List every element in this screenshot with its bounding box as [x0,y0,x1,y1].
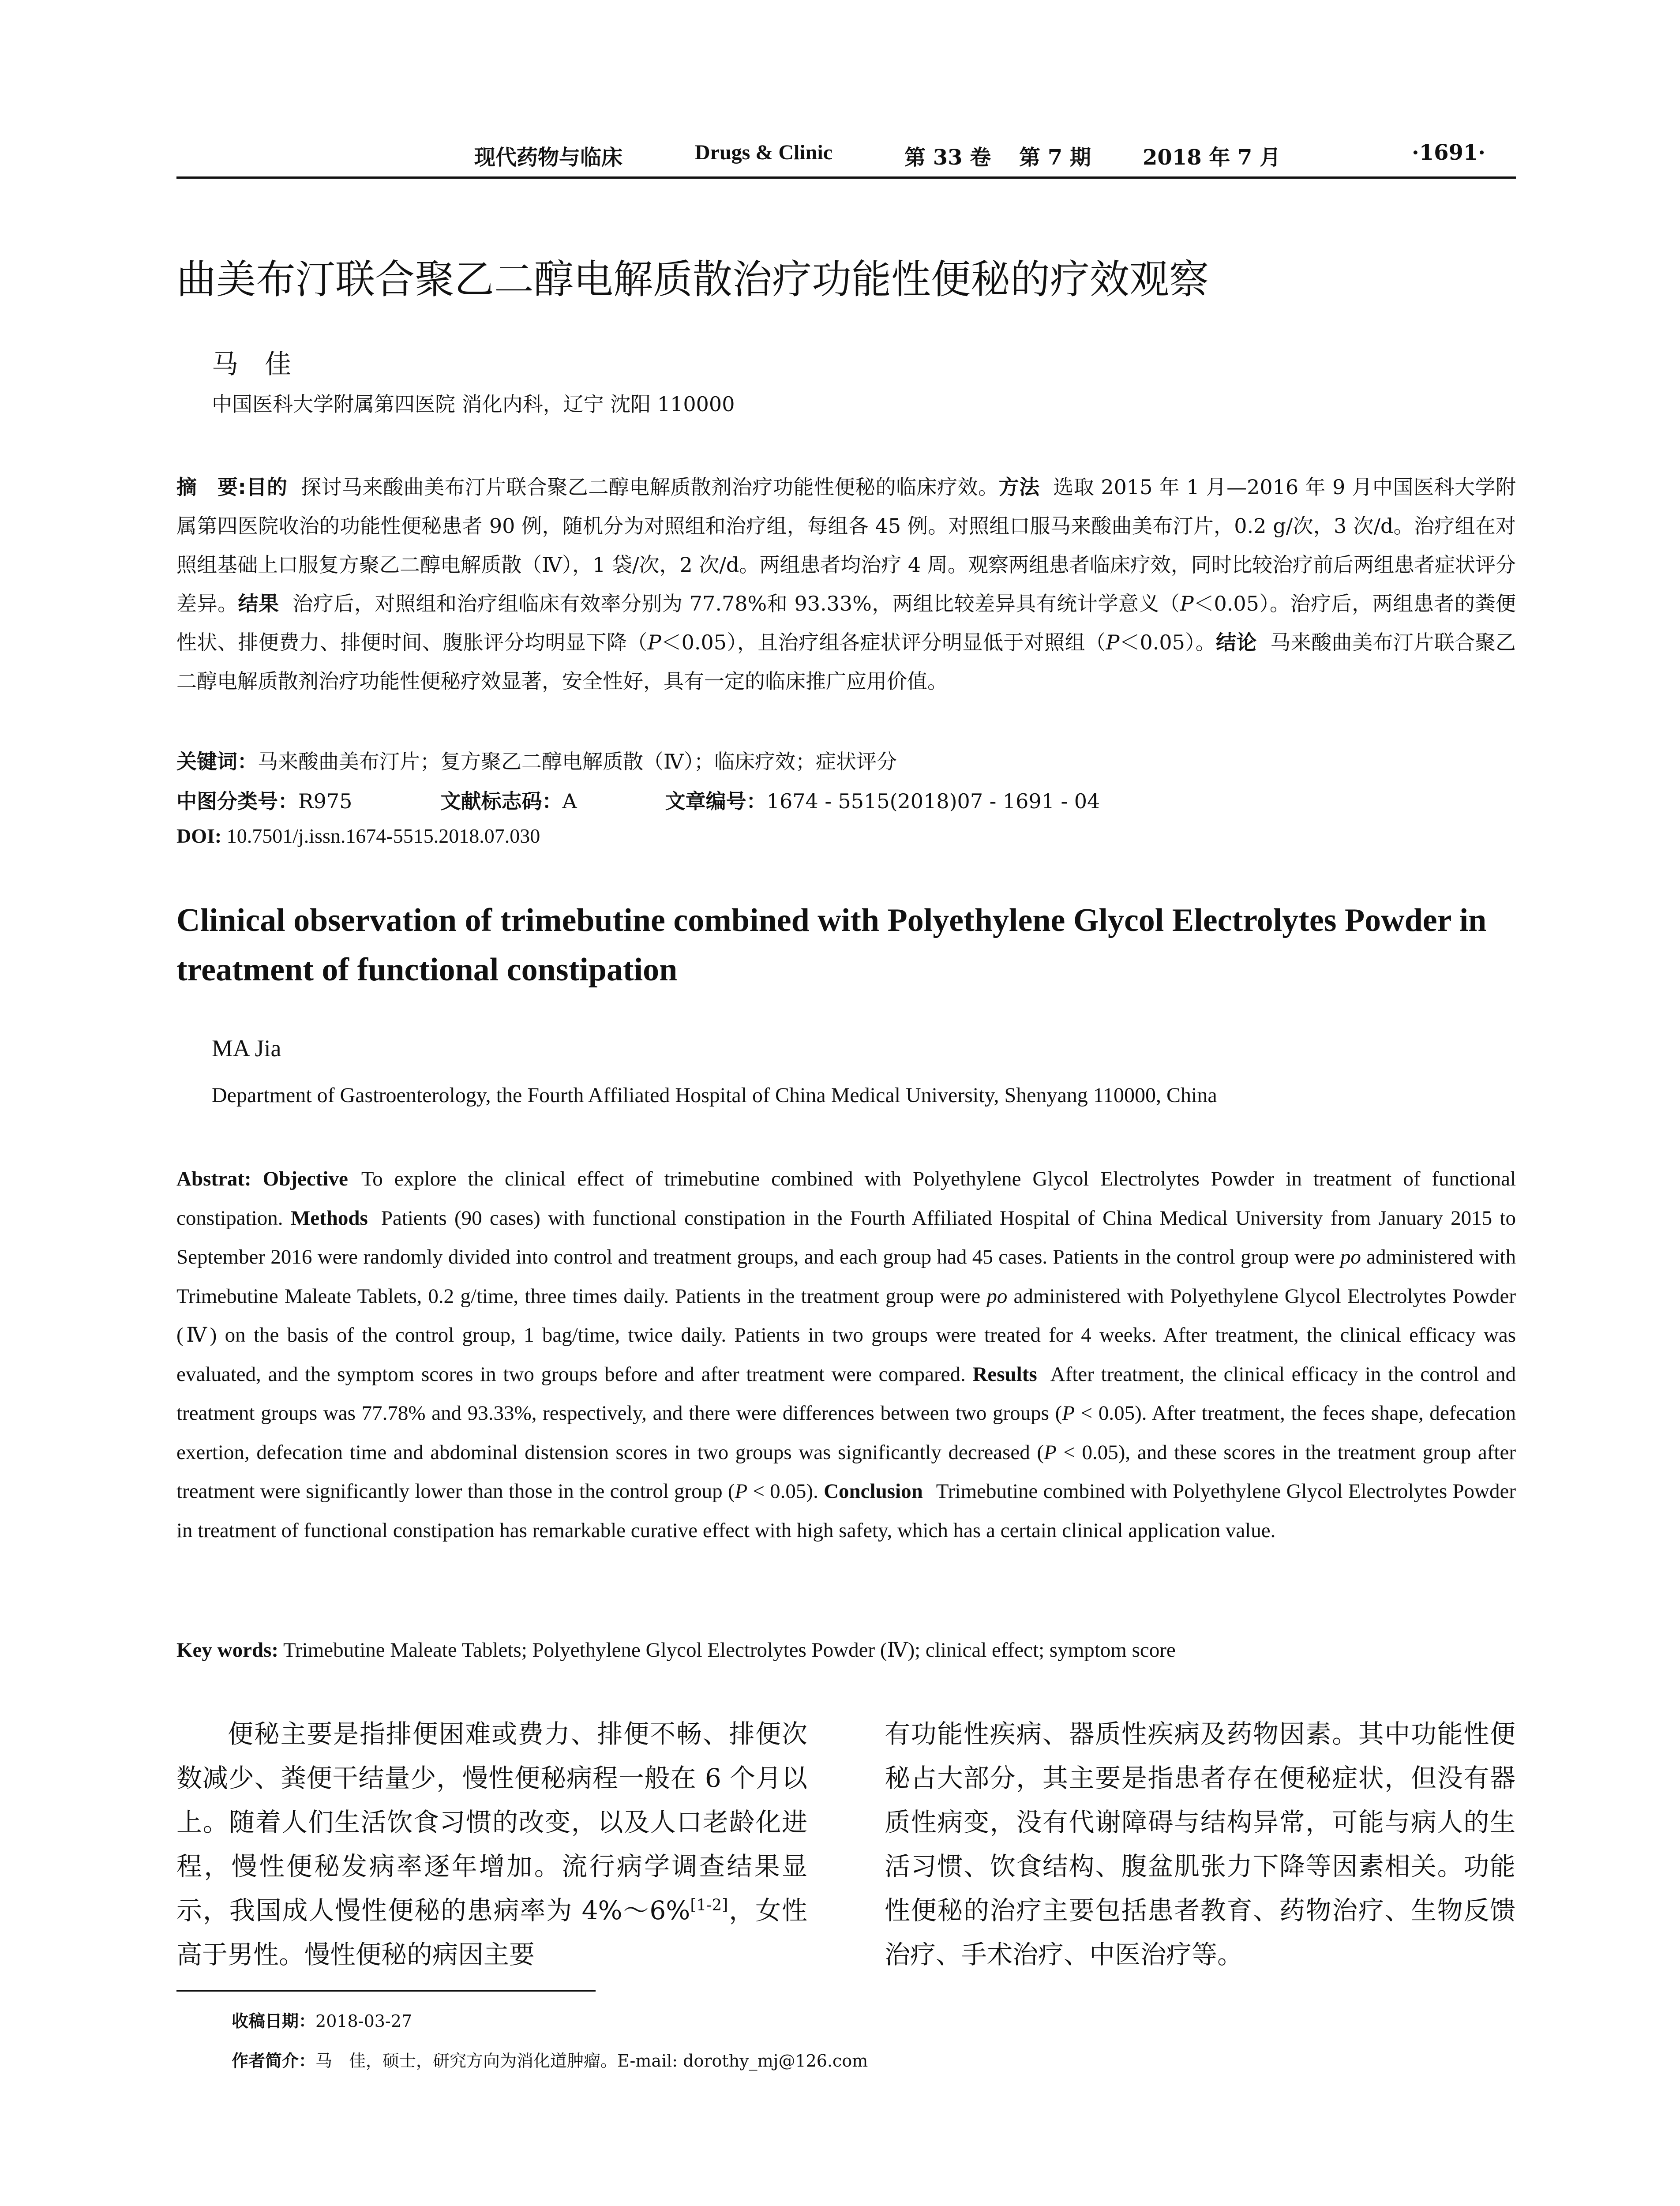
methods-label-cn: 方法 [998,475,1040,499]
results-text-en: After treatment, the clinical efficacy in the control and treatment groups was 77.78% and 93.33%, respectively, and there were differences between two groups ( [176,1362,1516,1425]
chinese-keywords [176,746,897,775]
article-number-value: 1674 - 5515(2018)07 - 1691 - 04 [766,789,1100,813]
p-value-symbol: P [735,1480,748,1503]
p-value-symbol: P [1106,630,1120,654]
doc-code-value: A [562,789,577,813]
body-column-right [885,1712,1515,1977]
p-value-symbol: P [1044,1441,1057,1464]
results-label-cn: 结果 [238,592,279,615]
english-author: MA Jia [212,1035,281,1062]
results-text-en: < 0.05). After treatment, the feces shape, defecation exertion, defecation time and abdominal distension scores in two groups was significantly decreased ( [176,1402,1516,1464]
conclusion-text-en: Trimebutine combined with Polyethylene Glycol Electrolytes Powder in treatment of functional constipation has remarkable curative effect with high safety, which has a certain clinical application value. [176,1480,1516,1542]
p-value-symbol: P [1062,1402,1075,1425]
english-keywords [176,1638,1176,1662]
results-text-cn: ＜0.05）。治疗后，两组患者的粪便性状、排便费力、排便时间、腹胀评分均明显下降（ [176,592,1516,654]
objective-text-cn: 探讨马来酸曲美布汀片联合聚乙二醇电解质散剂治疗功能性便秘的临床疗效。 [300,475,999,499]
article-number-label: 文章编号： [665,789,767,813]
doc-code-label: 文献标志码： [440,789,562,813]
footnote-received [232,2007,412,2032]
methods-text-en: administered with Polyethylene Glycol Electrolytes Powder (Ⅳ) on the basis of the control group, 1 bag/time, twice daily. Patients in two groups were treated for 4 weeks. After treatment, the clinical efficacy was evaluated, and the symptom scores in two groups before and after treatment were compared. [176,1284,1516,1386]
objective-text-en: To explore the clinical effect of trimebutine combined with Polyethylene Glycol Electrolytes Powder in treatment of functional constipation. [176,1167,1516,1230]
body-paragraph: 有功能性疾病、器质性疾病及药物因素。其中功能性便秘占大部分，其主要是指患者存在便秘症状，但没有器质性病变，没有代谢障碍与结构异常，可能与病人的生活习惯、饮食结构、腹盆肌张力下降等因素相关。功能性便秘的治疗主要包括患者教育、药物治疗、生物反馈治疗、手术治疗、中医治疗等。 [885,1719,1515,1970]
results-text-en: < 0.05), and these scores in the treatment group after treatment were significantly lower than those in the control group ( [176,1441,1516,1503]
clc-label: 中图分类号： [176,789,298,813]
methods-label-en: Methods [290,1206,368,1230]
conclusion-label-en: Conclusion [824,1480,923,1503]
results-text-cn: 治疗后，对照组和治疗组临床有效率分别为 77.78%和 93.33%，两组比较差异具有统计学意义（ [292,592,1180,615]
conclusion-label-cn: 结论 [1216,630,1257,654]
body-column-left [176,1712,807,1977]
footnote-rule [176,1990,596,1992]
objective-label-en: Objective [262,1167,348,1190]
results-label-en: Results [972,1362,1037,1386]
chinese-affiliation: 中国医科大学附属第四医院 消化内科，辽宁 沈阳 110000 [212,392,735,416]
doi-label: DOI: [176,825,222,847]
english-title: Clinical observation of trimebutine combined with Polyethylene Glycol Electrolytes Powder in treatment of functional constipation [176,902,1487,988]
received-label: 收稿日期： [232,2011,316,2031]
header-rule [176,176,1516,179]
p-value-symbol: P [1180,592,1194,615]
results-text-cn: ＜0.05）。 [1119,630,1216,654]
bio-label: 作者简介： [232,2051,316,2071]
po-term: po [1340,1246,1361,1268]
keywords-text-cn: 马来酸曲美布汀片；复方聚乙二醇电解质散（Ⅳ）；临床疗效；症状评分 [258,750,897,773]
chinese-author: 马佳 [212,349,318,380]
results-text-en: < 0.05). [747,1480,818,1503]
bio-text: 马 佳，硕士，研究方向为消化道肿瘤。E-mail: dorothy_mj@126.com [315,2051,868,2071]
doi-value: 10.7501/j.issn.1674-5515.2018.07.030 [226,825,540,847]
keywords-label-en: Key words: [176,1639,279,1662]
objective-label-cn: 目的 [246,475,288,499]
clc-value: R975 [298,789,352,813]
keywords-label-cn: 关键词： [176,750,258,773]
header-journal-cn: 现代药物与临床 [474,145,623,170]
abstract-label-en: Abstrat: [176,1167,251,1190]
results-text-cn: ＜0.05），且治疗组各症状评分明显低于对照组（ [661,630,1106,654]
methods-text-en: administered with Trimebutine Maleate Tablets, 0.2 g/time, three times daily. Patients in the treatment group were [176,1246,1516,1308]
header-journal-en: Drugs & Clinic [695,141,832,164]
chinese-title: 曲美布汀联合聚乙二醇电解质散治疗功能性便秘的疗效观察 [176,256,1209,303]
keywords-text-en: Trimebutine Maleate Tablets; Polyethylene Glycol Electrolytes Powder (Ⅳ); clinical effect; symptom score [283,1639,1176,1662]
received-date: 2018-03-27 [315,2011,412,2031]
p-value-symbol: P [647,630,661,654]
body-paragraph: 便秘主要是指排便困难或费力、排便不畅、排便次数减少、粪便干结量少，慢性便秘病程一般在 6 个月以上。随着人们生活饮食习惯的改变，以及人口老龄化进程，慢性便秘发病率逐年增加。流行病学调查结果显示，我国成人慢性便秘的患病率为 4%～6% [176,1719,807,1925]
abstract-label-cn: 摘 要: [176,475,246,499]
doi-line [176,824,540,848]
methods-text-cn: 选取 2015 年 1 月—2016 年 9 月中国医科大学附属第四医院收治的功能性便秘患者 90 例，随机分为对照组和治疗组，每组各 45 例。对照组口服马来酸曲美布汀片，0.2 g/次，3 次/d。治疗组在对照组基础上口服复方聚乙二醇电解质散（Ⅳ），1 袋/次，2 次/d。两组患者均治疗 4 周。观察两组患者临床疗效，同时比较治疗前后两组患者症状评分差异。 [176,475,1516,615]
english-abstract [176,1159,1516,1550]
english-affiliation: Department of Gastroenterology, the Fourth Affiliated Hospital of China Medical University, Shenyang 110000, China [212,1084,1217,1107]
header-page-number: ·1691· [1412,140,1486,165]
header-issue: 第 7 期 [1019,145,1091,170]
header-date: 2018 年 7 月 [1143,145,1281,170]
citation-ref: [1-2] [690,1896,728,1914]
classification-line [176,785,1100,814]
chinese-abstract [176,468,1516,701]
footnote-author-bio [232,2047,868,2071]
header-volume: 第 33 卷 [904,145,991,170]
conclusion-text-cn: 马来酸曲美布汀片联合聚乙二醇电解质散剂治疗功能性便秘疗效显著，安全性好，具有一定的临床推广应用价值。 [176,630,1516,693]
po-term: po [986,1284,1008,1308]
body-paragraph: ，女性高于男性。慢性便秘的病因主要 [176,1895,807,1970]
methods-text-en: Patients (90 cases) with functional constipation in the Fourth Affiliated Hospital of China Medical University from January 2015 to September 2016 were randomly divided into control and treatment groups, and each group had 45 cases. Patients in the control group were [176,1206,1516,1268]
